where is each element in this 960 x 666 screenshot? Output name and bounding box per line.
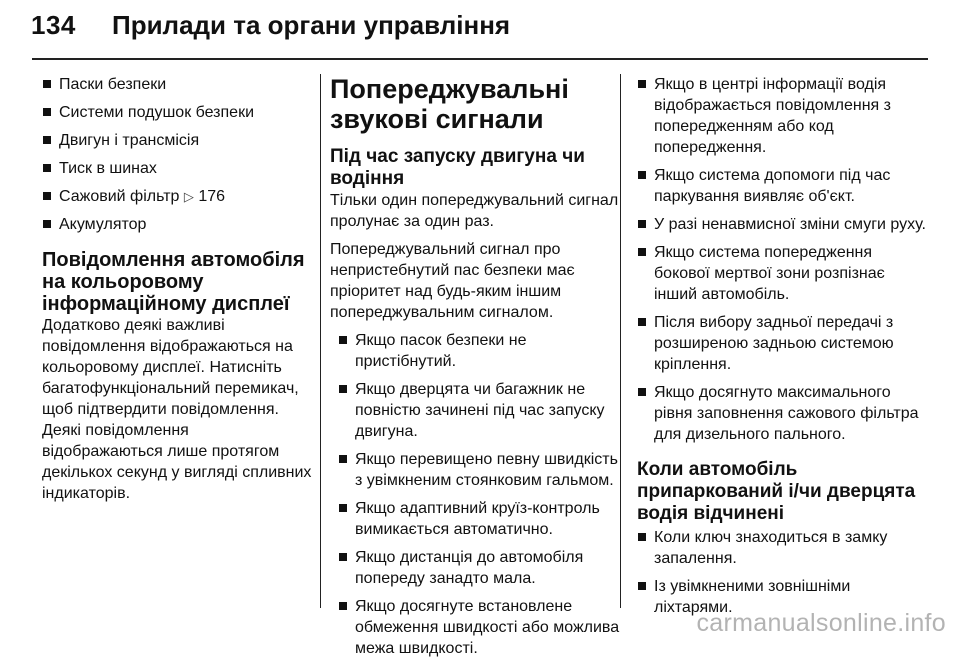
column-divider xyxy=(320,74,321,608)
square-bullet-icon xyxy=(339,336,347,344)
list-item xyxy=(338,379,620,442)
square-bullet-icon xyxy=(638,220,646,228)
bullet-list xyxy=(338,330,620,659)
list-item-text: Двигун і трансмісія xyxy=(59,132,200,149)
column-left xyxy=(42,74,314,504)
column-divider xyxy=(620,74,621,608)
list-item xyxy=(637,312,929,375)
list-item-text: Системи подушок безпеки xyxy=(59,104,255,121)
list-item-text: Якщо дверцята чи багажник не повністю зачинені під час запуску двигуна. xyxy=(355,381,605,440)
square-bullet-icon xyxy=(638,533,646,541)
list-item-text: Акумулятор xyxy=(59,216,147,233)
list-item xyxy=(637,382,929,445)
paragraph: Додатково деякі важливі повідомлення відображаються на кольоровому дисплеї. Натисніть багатофункціональний перемикач, щоб підтвердити повідомлення. Деякі повідомлення відображаються лише протягом декількох секунд у вигляді спливних індикаторів. xyxy=(42,317,312,502)
column-right xyxy=(637,74,929,625)
square-bullet-icon xyxy=(638,248,646,256)
list-item-text: Якщо адаптивний круїз-контроль вимикається автоматично. xyxy=(355,500,600,538)
bullet-list xyxy=(42,74,314,235)
list-item xyxy=(637,165,929,207)
column-middle xyxy=(330,74,620,666)
list-item-text: Якщо пасок безпеки не пристібнутий. xyxy=(355,332,527,370)
list-item-text: Після вибору задньої передачі з розширеною задньою системою кріплення. xyxy=(654,314,894,373)
square-bullet-icon xyxy=(638,388,646,396)
list-item-text: Якщо перевищено певну швидкість з увімкненим стоянковим гальмом. xyxy=(355,451,618,489)
square-bullet-icon xyxy=(638,318,646,326)
list-item xyxy=(338,330,620,372)
running-title: Прилади та органи управління xyxy=(112,10,511,40)
list-item-text: Коли ключ знаходиться в замку запалення. xyxy=(654,529,888,567)
arrow-right-icon: ▷ xyxy=(183,189,194,204)
square-bullet-icon xyxy=(638,582,646,590)
section-heading: Повідомлення автомобіля на кольоровому інформаційному дисплеї xyxy=(42,249,305,315)
square-bullet-icon xyxy=(638,80,646,88)
page-header xyxy=(0,0,960,58)
list-item xyxy=(338,547,620,589)
list-item-text: Якщо досягнуто максимального рівня заповнення сажового фільтра для дизельного пального. xyxy=(654,384,919,443)
square-bullet-icon xyxy=(339,602,347,610)
list-item xyxy=(42,214,314,235)
square-bullet-icon xyxy=(339,504,347,512)
bullet-list xyxy=(637,74,929,445)
list-item xyxy=(637,242,929,305)
watermark: carmanualsonline.info xyxy=(696,609,946,637)
square-bullet-icon xyxy=(638,171,646,179)
list-item xyxy=(42,74,314,95)
page-number: 134 xyxy=(31,10,76,40)
square-bullet-icon xyxy=(339,385,347,393)
list-item-text: Якщо система допомоги під час паркування виявляє об'єкт. xyxy=(654,167,891,205)
bullet-list xyxy=(637,527,929,618)
list-item-text: Із увімкненими зовнішніми ліхтарями. xyxy=(654,578,851,616)
list-item xyxy=(42,158,314,179)
list-item-text: Якщо в центрі інформації водія відображається повідомлення з попередженням або код попередження. xyxy=(654,76,891,156)
section-heading: Коли автомобіль припаркований і/чи дверцята водія відчинені xyxy=(637,459,916,524)
list-item xyxy=(42,186,314,207)
list-item xyxy=(637,214,929,235)
square-bullet-icon xyxy=(43,192,51,200)
list-item xyxy=(338,596,620,659)
list-item-text: У разі ненавмисної зміни смуги руху. xyxy=(654,216,926,233)
list-item xyxy=(42,130,314,151)
square-bullet-icon xyxy=(43,108,51,116)
list-item-text: Якщо дистанція до автомобіля попереду занадто мала. xyxy=(355,549,584,587)
list-item-text: Паски безпеки xyxy=(59,76,167,93)
list-item-text: Якщо досягнуте встановлене обмеження швидкості або можлива межа швидкості. xyxy=(355,598,620,657)
list-item xyxy=(637,527,929,569)
square-bullet-icon xyxy=(43,136,51,144)
paragraph: Попереджувальний сигнал про непристебнутий пас безпеки має пріоритет над будь-яким іншим попереджувальним сигналом. xyxy=(330,241,575,321)
paragraph: Тільки один попереджувальний сигнал пролунає за один раз. xyxy=(330,192,619,230)
square-bullet-icon xyxy=(43,164,51,172)
header-rule xyxy=(32,58,928,60)
list-item-text: Якщо система попередження бокової мертвої зони розпізнає інший автомобіль. xyxy=(654,244,885,303)
square-bullet-icon xyxy=(339,455,347,463)
square-bullet-icon xyxy=(43,220,51,228)
square-bullet-icon xyxy=(339,553,347,561)
page-reference-link[interactable]: 176 xyxy=(198,188,226,205)
list-item xyxy=(338,498,620,540)
list-item xyxy=(637,74,929,158)
list-item xyxy=(42,102,314,123)
list-item-text: Сажовий фільтр xyxy=(59,188,180,205)
square-bullet-icon xyxy=(43,80,51,88)
subsection-heading: Під час запуску двигуна чи водіння xyxy=(330,146,585,189)
section-heading-main: Попереджувальні звукові сигнали xyxy=(330,74,569,134)
list-item xyxy=(338,449,620,491)
list-item-text: Тиск в шинах xyxy=(59,160,157,177)
